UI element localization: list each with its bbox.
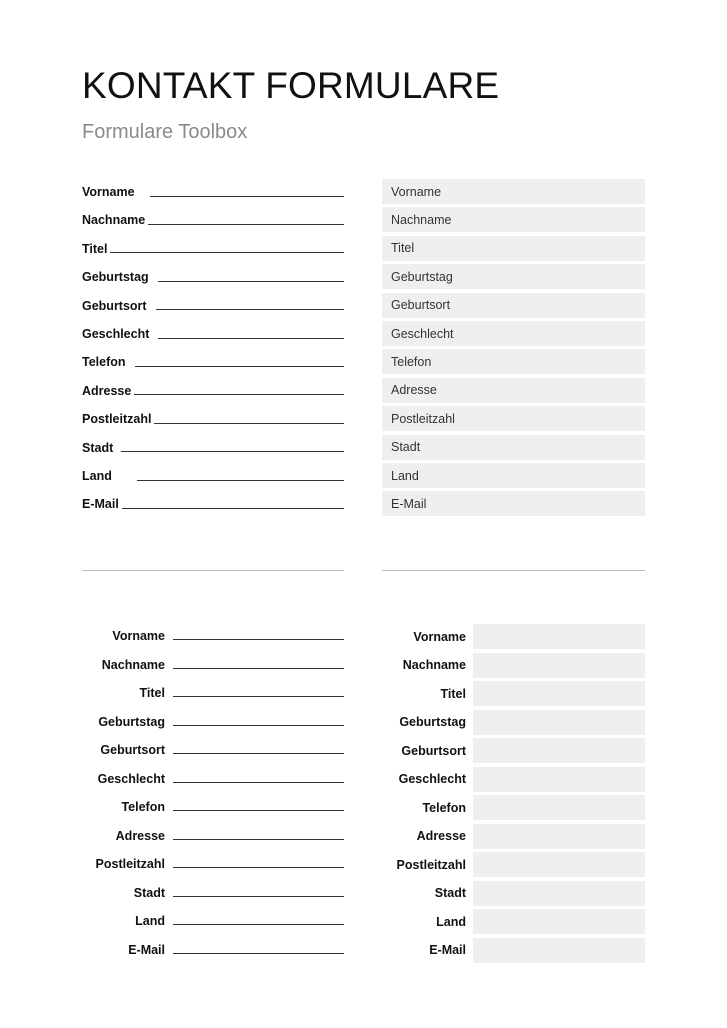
field-underline[interactable] — [148, 224, 344, 225]
field-label: Postleitzahl — [95, 857, 165, 871]
form3-field-adresse — [82, 822, 344, 850]
field-box[interactable] — [473, 738, 645, 763]
form2-field-nachname[interactable]: Nachname — [382, 207, 645, 232]
form2-field-adresse[interactable]: Adresse — [382, 378, 645, 403]
field-label: Geburtsort — [401, 743, 466, 758]
form1-field-titel — [82, 235, 344, 263]
field-underline[interactable] — [137, 480, 344, 481]
form4-field-geburtstag — [382, 710, 645, 735]
field-label: Geburtsort — [100, 743, 165, 757]
field-underline[interactable] — [173, 696, 344, 697]
form3-field-vorname — [82, 622, 344, 650]
form4-field-geburtsort — [382, 738, 645, 763]
form1-field-telefon — [82, 348, 344, 376]
form2-field-titel[interactable]: Titel — [382, 236, 645, 261]
form2-field-stadt[interactable]: Stadt — [382, 435, 645, 460]
field-label: Telefon — [422, 800, 466, 815]
field-underline[interactable] — [173, 867, 344, 868]
field-label: Geburtstag — [98, 714, 165, 729]
field-label: Land — [82, 469, 112, 483]
form3-field-telefon — [82, 793, 344, 821]
field-label: Stadt — [434, 886, 466, 900]
field-underline[interactable] — [150, 196, 344, 197]
form4-field-telefon — [382, 795, 645, 820]
field-underline[interactable] — [173, 753, 344, 754]
form3-field-nachname — [82, 651, 344, 679]
page-title: KONTAKT FORMULARE — [82, 65, 500, 106]
field-label: Geburtstag — [399, 715, 466, 729]
field-label: Vorname — [112, 629, 165, 643]
form4-field-stadt — [382, 881, 645, 906]
form1-field-adresse — [82, 377, 344, 405]
field-underline[interactable] — [173, 810, 344, 811]
form1-field-geburtstag — [82, 263, 344, 291]
field-label: Stadt — [82, 440, 114, 455]
form3-field-postleitzahl — [82, 850, 344, 878]
form1-field-geburtsort — [82, 292, 344, 320]
field-label: Telefon — [82, 355, 126, 370]
form3-field-geschlecht — [82, 765, 344, 793]
field-box[interactable] — [473, 795, 645, 820]
field-label: Vorname — [413, 629, 466, 644]
form1-field-land — [82, 462, 344, 490]
form3-field-titel — [82, 679, 344, 707]
field-label: Geschlecht — [82, 327, 150, 341]
field-underline[interactable] — [154, 423, 344, 424]
form2-field-vorname[interactable]: Vorname — [382, 179, 645, 204]
field-underline[interactable] — [173, 896, 344, 897]
field-underline[interactable] — [173, 953, 344, 954]
form2-field-geburtstag[interactable]: Geburtstag — [382, 264, 645, 289]
field-label: Nachname — [82, 213, 146, 228]
field-label: Nachname — [402, 658, 466, 672]
field-label: Postleitzahl — [82, 412, 152, 427]
field-label: Stadt — [133, 885, 165, 900]
field-label: Adresse — [416, 829, 466, 843]
form2-field-postleitzahl[interactable]: Postleitzahl — [382, 406, 645, 431]
field-underline[interactable] — [173, 725, 344, 726]
field-label: E-Mail — [429, 943, 466, 957]
field-label: Telefon — [121, 800, 165, 814]
form4-field-geschlecht — [382, 767, 645, 792]
field-label: Geschlecht — [97, 771, 165, 786]
field-label: Titel — [139, 686, 165, 700]
form3-field-land — [82, 907, 344, 935]
field-underline[interactable] — [110, 252, 344, 253]
form2-field-telefon[interactable]: Telefon — [382, 349, 645, 374]
field-underline[interactable] — [158, 338, 344, 339]
form1-field-nachname — [82, 206, 344, 234]
field-label: E-Mail — [128, 942, 165, 957]
field-box[interactable] — [473, 710, 645, 735]
form3-field-geburtsort — [82, 736, 344, 764]
field-label: Titel — [440, 686, 466, 701]
field-label: Vorname — [82, 185, 135, 199]
form1-field-vorname — [82, 178, 344, 206]
field-underline[interactable] — [173, 668, 344, 669]
form4-field-titel — [382, 681, 645, 706]
page-subtitle: Formulare Toolbox — [82, 121, 248, 143]
form2-field-geburtsort[interactable]: Geburtsort — [382, 293, 645, 318]
field-label: Postleitzahl — [396, 857, 466, 872]
form4-field-postleitzahl — [382, 852, 645, 877]
field-underline[interactable] — [173, 924, 344, 925]
field-label: Land — [135, 914, 165, 928]
field-label: Land — [436, 914, 466, 929]
field-label: Adresse — [82, 383, 132, 398]
field-label: Titel — [82, 241, 108, 256]
field-underline[interactable] — [173, 639, 344, 640]
field-underline[interactable] — [121, 451, 344, 452]
form2-field-land[interactable]: Land — [382, 463, 645, 488]
field-underline[interactable] — [173, 839, 344, 840]
form3-field-geburtstag — [82, 708, 344, 736]
field-underline[interactable] — [158, 281, 344, 282]
field-box[interactable] — [473, 824, 645, 849]
field-label: E-Mail — [82, 497, 119, 512]
field-box[interactable] — [473, 624, 645, 649]
field-label: Geburtsort — [82, 298, 147, 313]
form1-field-stadt — [82, 434, 344, 462]
form1-field-geschlecht — [82, 320, 344, 348]
field-box[interactable] — [473, 681, 645, 706]
field-box[interactable] — [473, 767, 645, 792]
divider-right — [382, 570, 645, 571]
field-box[interactable] — [473, 852, 645, 877]
form3-field-e-mail — [82, 936, 344, 964]
field-label: Geburtstag — [82, 270, 149, 285]
field-box[interactable] — [473, 938, 645, 963]
form4-field-e-mail — [382, 938, 645, 963]
form4-field-land — [382, 909, 645, 934]
form2-field-e-mail[interactable]: E-Mail — [382, 491, 645, 516]
field-underline[interactable] — [134, 394, 344, 395]
field-label: Geschlecht — [398, 772, 466, 786]
form1-field-postleitzahl — [82, 405, 344, 433]
field-box[interactable] — [473, 909, 645, 934]
form2-field-geschlecht[interactable]: Geschlecht — [382, 321, 645, 346]
field-underline[interactable] — [135, 366, 344, 367]
form1-field-e-mail — [82, 490, 344, 518]
field-box[interactable] — [473, 881, 645, 906]
form4-field-nachname — [382, 653, 645, 678]
field-box[interactable] — [473, 653, 645, 678]
field-label: Nachname — [101, 657, 165, 672]
field-underline[interactable] — [156, 309, 344, 310]
form4-field-adresse — [382, 824, 645, 849]
field-label: Adresse — [115, 828, 165, 843]
field-underline[interactable] — [173, 782, 344, 783]
form3-field-stadt — [82, 879, 344, 907]
form4-field-vorname — [382, 624, 645, 649]
field-underline[interactable] — [122, 508, 344, 509]
divider-left — [82, 570, 344, 571]
